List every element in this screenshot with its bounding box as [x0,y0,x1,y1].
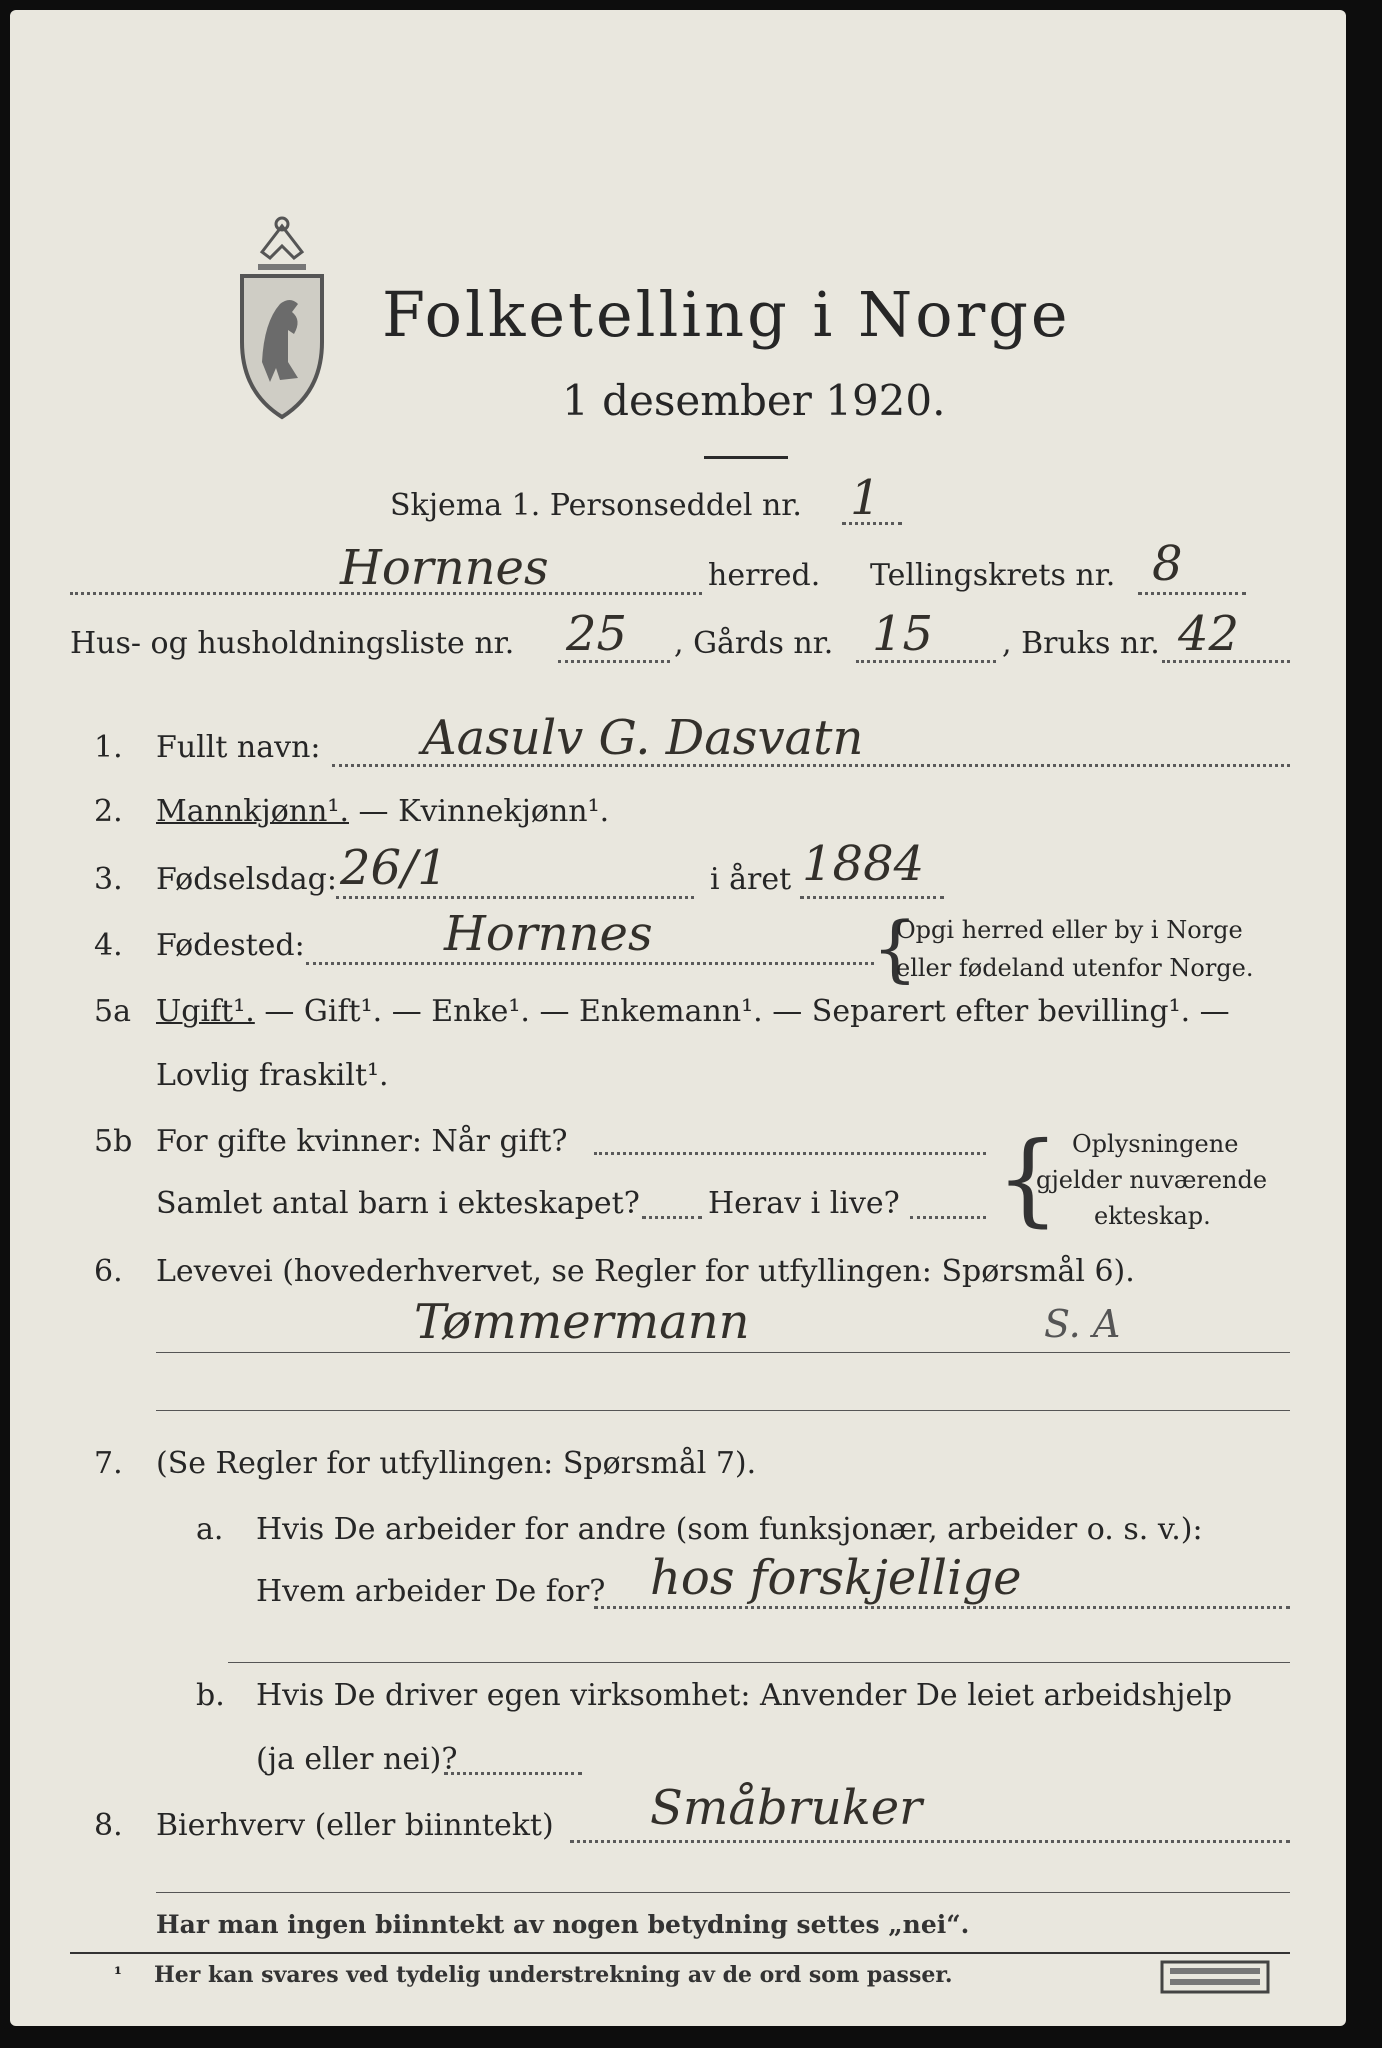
q5b-children-label: Samlet antal barn i ekteskapet? [156,1186,640,1221]
q5b-married-label: For gifte kvinner: Når gift? [156,1124,568,1159]
census-date: 1 desember 1920. [562,376,946,425]
year-line [800,896,944,899]
gards-label: , Gårds nr. [674,626,834,661]
q6-number: 6. [94,1254,123,1289]
occupation-value: Tømmermann [414,1294,750,1350]
full-name-value: Aasulv G. Dasvatn [422,710,864,766]
q4-label: Fødested: [156,928,305,963]
q4-note-line1: Opgi herred eller by i Norge [896,916,1243,944]
q5b-number: 5b [94,1124,133,1159]
q5b-married-line [594,1152,986,1155]
title-divider [704,456,788,459]
q3-label: Fødselsdag: [156,862,337,897]
birthday-line [336,896,694,899]
personseddel-number: 1 [850,470,881,526]
tellingskrets-label: Tellingskrets nr. [870,558,1116,593]
tellingskrets-value: 8 [1152,536,1183,592]
page-title: Folketelling i Norge [382,278,1071,351]
q5b-alive-label: Herav i live? [708,1186,900,1221]
tellingskrets-line [1138,592,1246,595]
q5b-children-line [642,1216,702,1219]
employer-line [594,1606,1290,1609]
census-form [10,10,1346,2026]
q6-line2 [156,1410,1290,1411]
q7-label: (Se Regler for utfyllingen: Spørsmål 7). [156,1446,757,1481]
birthplace-line [306,962,874,965]
q5a-number: 5a [94,994,131,1029]
q8-extra-line [156,1892,1290,1893]
schema-label: Skjema 1. Personseddel nr. [390,488,802,523]
q2-number: 2. [94,794,123,829]
side-occupation-value: Småbruker [650,1780,923,1836]
herred-label: herred. [708,558,821,593]
q7a-line2: Hvem arbeider De for? [256,1574,606,1609]
q5a-options [156,994,1230,1029]
occupation-mark: S. A [1044,1302,1121,1346]
birthday-value: 26/1 [340,840,448,896]
employer-value: hos forskjellige [650,1550,1022,1606]
personseddel-line [842,522,902,525]
q4-brace: { [872,906,918,990]
footnote-mark: ¹ [114,1964,122,1985]
gards-value: 15 [872,606,934,662]
q7a-extra-line [228,1662,1290,1663]
bottom-note: Har man ingen biinntekt av nogen betydning settes „nei“. [156,1910,970,1939]
q5b-note-line2: gjelder nuværende [1036,1166,1268,1194]
bruks-label: , Bruks nr. [1002,626,1160,661]
footnote-text: Her kan svares ved tydelig understrekning av de ord som passer. [154,1962,953,1988]
q8-label: Bierhverv (eller biinntekt) [156,1808,554,1843]
q5b-brace: { [996,1120,1060,1237]
divorced-option: Lovlig fraskilt¹. [156,1058,389,1093]
q1-number: 1. [94,730,123,765]
printer-stamp-icon [1160,1960,1270,1996]
unmarried-option: Ugift¹. [156,994,255,1029]
q2-options [156,794,609,829]
q7a-letter: a. [196,1512,224,1547]
hus-value: 25 [566,606,628,662]
q7b-letter: b. [196,1678,225,1713]
q5b-alive-line [910,1216,986,1219]
herred-value: Hornnes [340,540,549,596]
q8-line [570,1840,1290,1843]
q5b-note-line3: ekteskap. [1094,1202,1211,1230]
q6-label: Levevei (hovederhvervet, se Regler for utfyllingen: Spørsmål 6). [156,1254,1135,1289]
q6-line1 [156,1352,1290,1353]
q4-number: 4. [94,928,123,963]
female-option: — Kvinnekjønn¹. [349,794,610,829]
q7b-answer-line [444,1772,582,1775]
q5b-note-line1: Oplysningene [1072,1130,1239,1158]
q8-number: 8. [94,1808,123,1843]
male-option: Mannkjønn¹. [156,794,349,829]
year-label: i året [710,862,792,897]
q7-number: 7. [94,1446,123,1481]
footnote-divider [70,1952,1290,1954]
q3-number: 3. [94,862,123,897]
marital-other-options: — Gift¹. — Enke¹. — Enkemann¹. — Separert efter bevilling¹. — [254,994,1230,1029]
q1-label: Fullt navn: [156,730,321,765]
coat-of-arms-icon [232,212,332,422]
birth-year-value: 1884 [802,836,925,892]
q7a-line1: Hvis De arbeider for andre (som funksjonær, arbeider o. s. v.): [256,1512,1203,1547]
hus-label: Hus- og husholdningsliste nr. [70,626,515,661]
q4-note-line2: eller fødeland utenfor Norge. [896,954,1254,982]
bruks-value: 42 [1178,606,1240,662]
q7b-line2: (ja eller nei)? [256,1742,458,1777]
birthplace-value: Hornnes [444,906,653,962]
q7b-line1: Hvis De driver egen virksomhet: Anvender De leiet arbeidshjelp [256,1678,1233,1713]
